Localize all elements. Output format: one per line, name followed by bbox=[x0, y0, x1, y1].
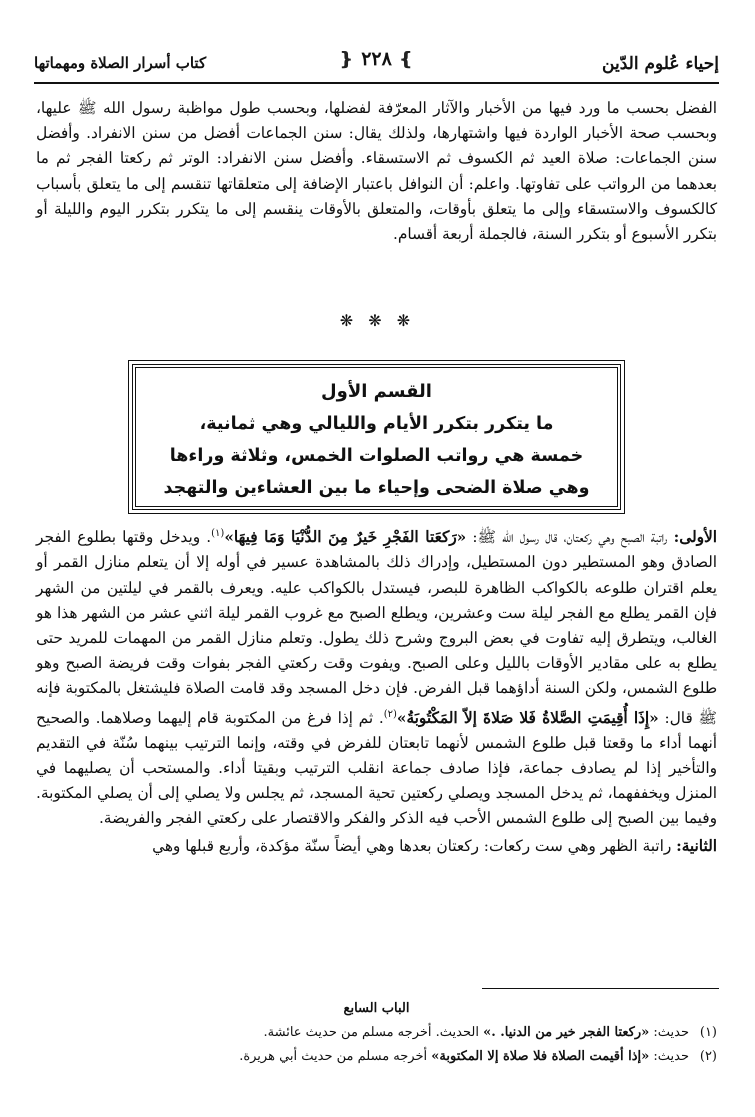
first-lead: الأولى: bbox=[673, 528, 718, 547]
intro-text: الفضل بحسب ما ورد فيها من الأخبار والآثار المعرّفة لفضلها، وبحسب طول مواظبة رسول الله ﷺ عليها، وبحسب صحة الأخبار الواردة فيها واشتهارها، ولذلك يقال: سنن الجماعات أفضل من سنن الانفراد. وأفضل سنن الجماعات: صلاة العيد ثم الكسوف ثم الاستسقاء. وأفضل سنن الانفراد: الوتر ثم ركعتا الفجر ثم ما بعدهما من الرواتب على تفاوتها. واعلم: أن النوافل باعتبار الإضافة إلى متعلقاتها تنقسم إلى ما يتعلق بأسباب كالكسوف والاستسقاء وإلى ما يتعلق بأوقات، والمتعلق بالأوقات ينقسم إلى ما يتكرر بتكرر اليوم والليلة أو بتكرر الأسبوع أو بتكرر السنة، فالجملة أربعة أقسام. bbox=[36, 99, 717, 244]
footnote-divider bbox=[482, 988, 719, 989]
ornament-bracket-right: ❵ bbox=[398, 49, 415, 70]
first-paragraph bbox=[36, 521, 717, 832]
footnote-quote: «ركعتا الفجر خير من الدنيا. .» bbox=[483, 1025, 650, 1040]
page-number: ٢٢٨ bbox=[361, 48, 392, 70]
section-heading-line-1: القسم الأول bbox=[321, 381, 432, 402]
running-header bbox=[34, 42, 719, 84]
ornament-bracket-left: ❴ bbox=[338, 49, 355, 70]
first-after-quote-2: . ثم إذا فرغ من المكتوبة قام إليهما وصلاهما. والصحيح أنهما أداء ما وقعتا قبل طلوع الشمس لأنهما تابعتان للفرض في وقته، وإنما الترتيب بينهما سُنّة في التقديم والتأخير إذا لم يصادف جماعة، فإذا صادف جماعة انقلب الترتيب وبقيتا أداء. والمستحب أن يصليهما في المنزل ويخففهما، ثم يدخل المسجد ويصلي ركعتين تحية المسجد، ثم يجلس ولا يصلي إلى أن يصلي المكتوبة. وفيما بين الصبح إلى طلوع الشمس الأحب فيه الذكر والفكر والاقتصار على ركعتي الفجر والفريضة. bbox=[36, 708, 717, 828]
footnote-quote: «إذا أقيمت الصلاة فلا صلاة إلا المكتوبة» bbox=[431, 1049, 650, 1064]
hadith-quote-2: «إِذَا أُقِيمَتِ الصَّلاةُ فَلا صَلاةَ إلاّ المَكْتُوبَةُ» bbox=[396, 708, 659, 727]
intro-paragraph bbox=[36, 96, 717, 247]
second-paragraph bbox=[36, 834, 717, 859]
hadith-quote-1: «رَكعَتا الفَجْرِ خَيرٌ مِنَ الدُّنْيَا وَمَا فِيهَا» bbox=[224, 528, 467, 547]
second-lead: الثانية: bbox=[676, 836, 717, 855]
footnote-item bbox=[36, 1021, 717, 1045]
second-text: راتبة الظهر وهي ست ركعات: ركعتان بعدها وهي أيضاً سنّة مؤكدة، وأربع قبلها وهي bbox=[152, 836, 677, 855]
footnote-ref-2[interactable]: (٢) bbox=[383, 708, 397, 720]
section-separator: ❋ ❋ ❋ bbox=[339, 311, 416, 330]
footnote-item bbox=[36, 1045, 717, 1069]
footnote-source: أخرجه مسلم من حديث أبي هريرة. bbox=[239, 1049, 432, 1064]
footnotes bbox=[36, 997, 717, 1069]
main-text bbox=[36, 521, 717, 859]
footnote-ref-1[interactable]: (١) bbox=[211, 528, 225, 539]
section-heading-line-2: ما يتكرر بتكرر الأيام والليالي وهي ثمانية، bbox=[199, 414, 554, 434]
page-number-group bbox=[338, 48, 414, 70]
footnote-number: (١) bbox=[699, 1025, 717, 1040]
chapter-title: كتاب أسرار الصلاة ومهماتها bbox=[34, 54, 207, 72]
footnote-prefix: حديث: bbox=[649, 1025, 689, 1040]
first-before-quote: راتبة الصبح وهي ركعتان، قال رسول الله ﷺ: bbox=[466, 528, 674, 547]
footnote-prefix: حديث: bbox=[649, 1049, 689, 1064]
first-after-quote: . ويدخل وقتها بطلوع الفجر الصادق وهو المستطير دون المستطيل، وإدراك ذلك بالمشاهدة عسير في أوله إلا أن يتعلم منازل القمر أو يعلم اقتران طلوعه بالكواكب الظاهرة للبصر، فيستدل بالكواكب عليه. ويعرف بالقمر في ليلتين من الشهر فإن القمر يطلع مع الفجر ليلة ست وعشرين، ويطلع الصبح مع غروب القمر ليلة اثني عشر من الشهر هذا هو الغالب، ويتطرق إليه تفاوت في بعض البروج وشرح ذلك يطول. وتعلم منازل القمر من المهمات للمريد حتى يطلع به على مقادير الأوقات بالليل وعلى الصبح. ويفوت وقت ركعتي الفجر بفوات وقت فريضة الصبح وهو طلوع الشمس، ولكن السنة أداؤهما قبل الفرض. فإن دخل المسجد وقد قامت الصلاة فليشتغل بالمكتوبة فإنه ﷺ قال: bbox=[36, 528, 717, 727]
section-heading-line-4: وهي صلاة الضحى وإحياء ما بين العشاءين والتهجد bbox=[163, 478, 590, 498]
section-heading-line-3: خمسة هي رواتب الصلوات الخمس، وثلاثة وراءها bbox=[169, 446, 584, 466]
footnote-chapter-title: الباب السابع bbox=[343, 1001, 410, 1016]
book-title: إحياء عُلوم الدّين bbox=[602, 54, 719, 74]
footnote-source: الحديث. أخرجه مسلم من حديث عائشة. bbox=[263, 1025, 484, 1040]
section-heading-box bbox=[132, 364, 621, 510]
footnote-number: (٢) bbox=[699, 1049, 717, 1064]
